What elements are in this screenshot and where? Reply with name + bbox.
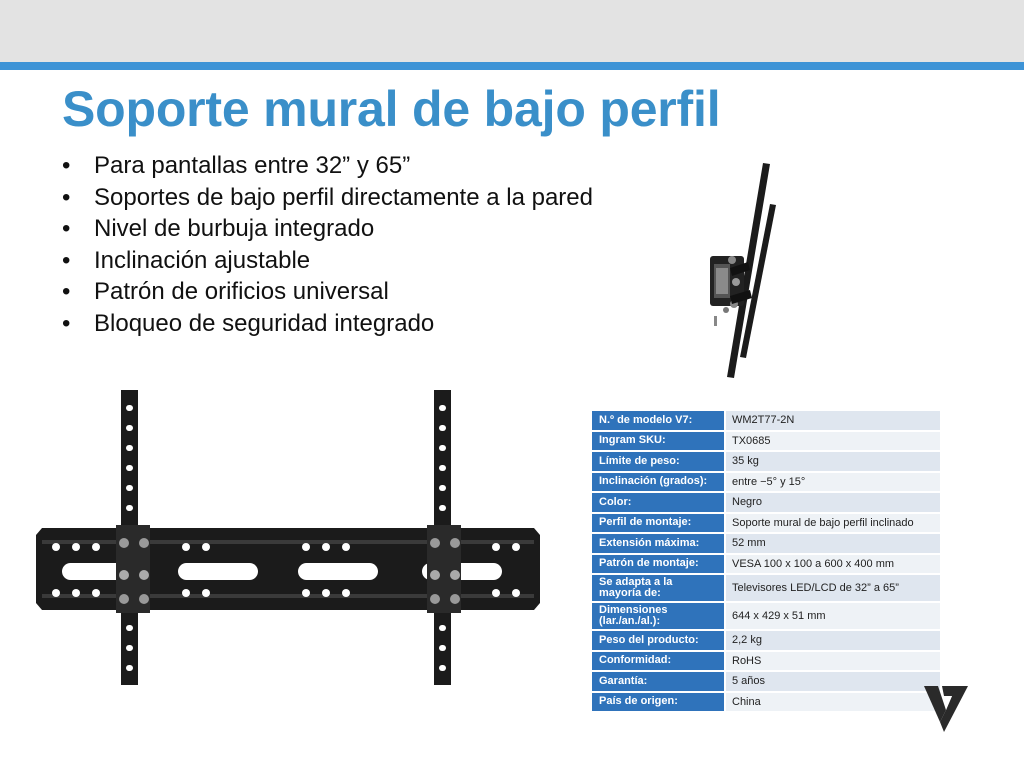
feature-item: • Inclinación ajustable — [62, 245, 593, 277]
spec-value: RoHS — [726, 652, 940, 671]
spec-label: N.º de modelo V7: — [592, 411, 726, 430]
mount-front-view-image — [36, 385, 546, 695]
spec-value: 5 años — [726, 672, 940, 691]
table-row — [592, 411, 940, 430]
feature-item: • Patrón de orificios universal — [62, 276, 593, 308]
table-row — [592, 603, 940, 629]
spec-label: Extensión máxima: — [592, 534, 726, 553]
spec-label: Conformidad: — [592, 652, 726, 671]
spec-label: Se adapta a la mayoría de: — [592, 575, 726, 601]
spec-value: TX0685 — [726, 432, 940, 451]
spec-table — [592, 409, 940, 713]
spec-label: Dimensiones (lar./an./al.): — [592, 603, 726, 629]
spec-value: 52 mm — [726, 534, 940, 553]
spec-value: 2,2 kg — [726, 631, 940, 650]
header-rule — [0, 62, 1024, 70]
feature-item: • Bloqueo de seguridad integrado — [62, 308, 593, 340]
spec-label: Color: — [592, 493, 726, 512]
v7-logo-icon — [922, 684, 970, 734]
table-row — [592, 631, 940, 650]
spec-label: Garantía: — [592, 672, 726, 691]
spec-value: 644 x 429 x 51 mm — [726, 603, 940, 629]
table-row — [592, 432, 940, 451]
table-row — [592, 575, 940, 601]
table-row — [592, 452, 940, 471]
spec-value: entre −5° y 15° — [726, 473, 940, 492]
header-band — [0, 0, 1024, 62]
feature-item: • Para pantallas entre 32” y 65” — [62, 150, 593, 182]
table-row — [592, 693, 940, 712]
feature-item: • Soportes de bajo perfil directamente a la pared — [62, 182, 593, 214]
table-row — [592, 493, 940, 512]
table-row — [592, 534, 940, 553]
spec-label: Patrón de montaje: — [592, 555, 726, 574]
spec-value: Negro — [726, 493, 940, 512]
spec-label: Límite de peso: — [592, 452, 726, 471]
table-row — [592, 473, 940, 492]
spec-label: Ingram SKU: — [592, 432, 726, 451]
table-row — [592, 672, 940, 691]
mount-side-view-image — [700, 158, 780, 383]
spec-value: 35 kg — [726, 452, 940, 471]
spec-value: VESA 100 x 100 a 600 x 400 mm — [726, 555, 940, 574]
feature-item: • Nivel de burbuja integrado — [62, 213, 593, 245]
spec-value: Soporte mural de bajo perfil inclinado — [726, 514, 940, 533]
table-row — [592, 555, 940, 574]
spec-label: Peso del producto: — [592, 631, 726, 650]
spec-value: China — [726, 693, 940, 712]
feature-list — [62, 150, 593, 339]
table-row — [592, 652, 940, 671]
spec-value: WM2T77-2N — [726, 411, 940, 430]
table-row — [592, 514, 940, 533]
spec-label: Perfil de montaje: — [592, 514, 726, 533]
slide-title: Soporte mural de bajo perfil — [62, 81, 721, 137]
spec-label: País de origen: — [592, 693, 726, 712]
spec-value: Televisores LED/LCD de 32” a 65” — [726, 575, 940, 601]
spec-label: Inclinación (grados): — [592, 473, 726, 492]
